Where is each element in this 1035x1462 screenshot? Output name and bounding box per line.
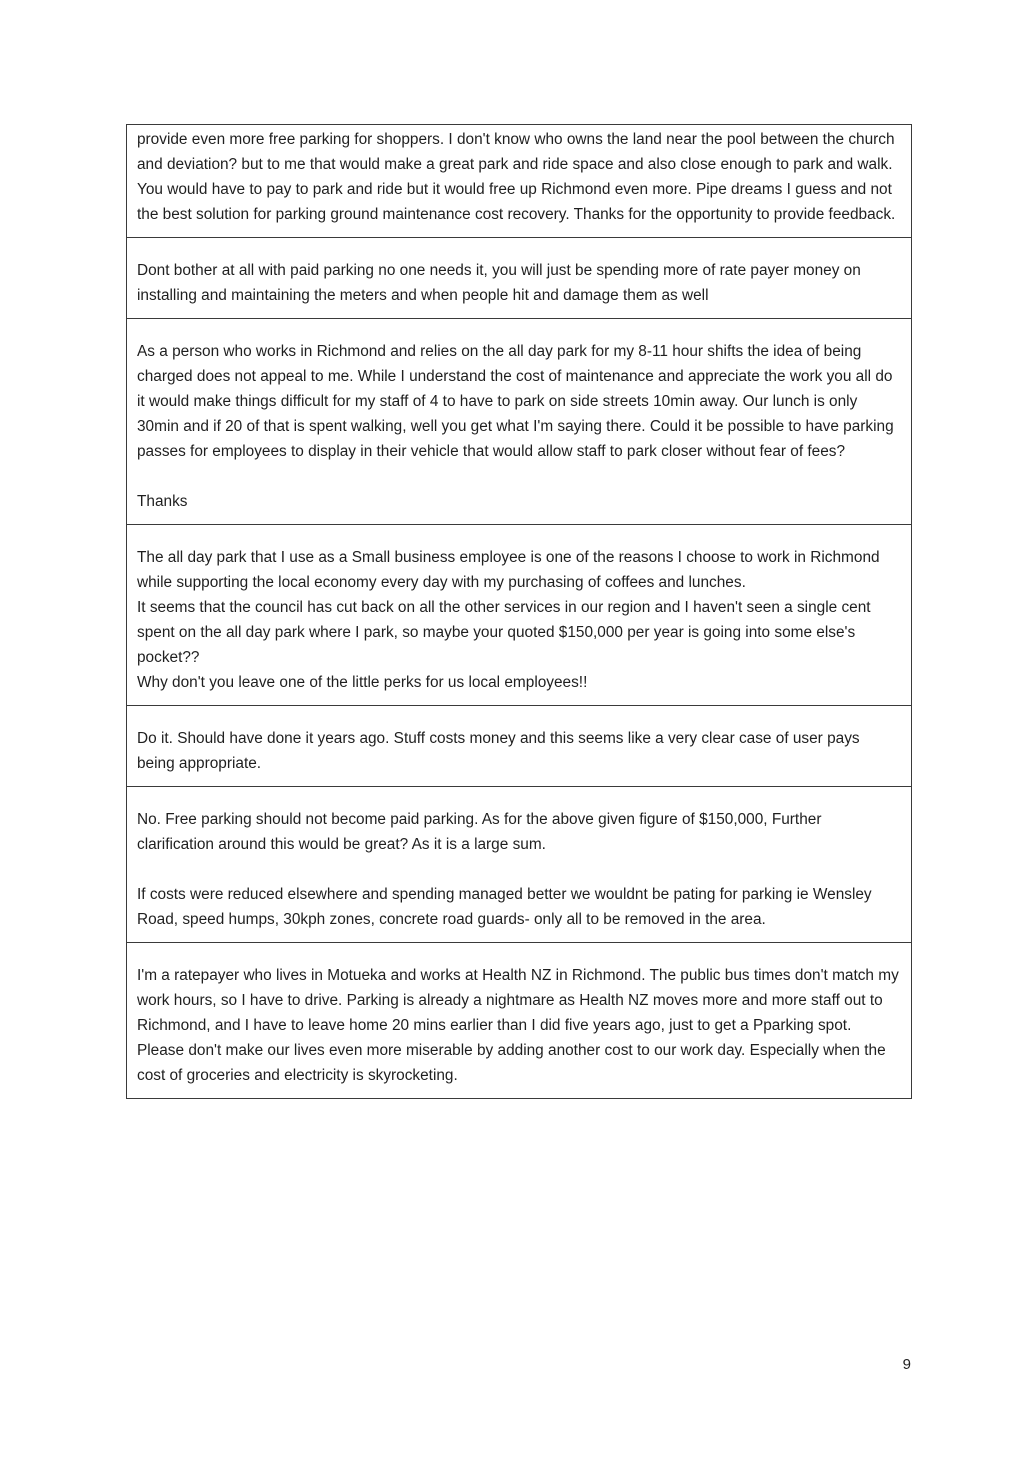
feedback-row (127, 125, 911, 237)
feedback-text: Dont bother at all with paid parking no one needs it, you will just be spending more of rate payer money on installing and maintaining the meters and when people hit and damage them as well (137, 262, 861, 304)
feedback-text: provide even more free parking for shoppers. I don't know who owns the land near the pool between the church and deviation? but to me that would make a great park and ride space and also close enough to park and walk. You would have to pay to park and ride but it would free up Richmond even more. Pipe dreams I guess and not the best solution for parking ground maintenance cost recovery. Thanks for the opportunity to provide feedback. (137, 131, 896, 223)
feedback-row (127, 705, 911, 786)
feedback-row (127, 524, 911, 705)
feedback-row (127, 786, 911, 942)
feedback-table (126, 124, 912, 1099)
feedback-row (127, 942, 911, 1098)
page-number: 9 (902, 1356, 911, 1373)
feedback-text: I'm a ratepayer who lives in Motueka and works at Health NZ in Richmond. The public bus times don't match my work hours, so I have to drive. Parking is already a nightmare as Health NZ moves more and more staff out to Richmond, and I have to leave home 20 mins earlier than I did five years ago, just to get a Pparking spot. Please don't make our lives even more miserable by adding another cost to our work day. Especially when the cost of groceries and electricity is skyrocketing. (137, 967, 899, 1084)
feedback-text: If costs were reduced elsewhere and spending managed better we wouldnt be pating for parking ie Wensley Road, speed humps, 30kph zones, concrete road guards- only all to be removed in the area. (137, 886, 872, 928)
feedback-text: Thanks (137, 493, 188, 510)
feedback-row (127, 318, 911, 524)
feedback-text: As a person who works in Richmond and relies on the all day park for my 8-11 hour shifts the idea of being charged does not appeal to me. While I understand the cost of maintenance and appreciate the work you all do it would make things difficult for my staff of 4 to have to park on side streets 10min away. Our lunch is only 30min and if 20 of that is spent walking, well you get what I'm saying there. Could it be possible to have parking passes for employees to display in their vehicle that would allow staff to park closer without fear of fees? (137, 343, 894, 460)
feedback-text: Do it. Should have done it years ago. Stuff costs money and this seems like a very clear case of user pays being appropriate. (137, 730, 860, 772)
feedback-text: The all day park that I use as a Small business employee is one of the reasons I choose to work in Richmond while supporting the local economy every day with my purchasing of coffees and lunches. It seems that the council has cut back on all the other services in our region and I haven't seen a single cent spent on the all day park where I park, so maybe your quoted $150,000 per year is going into some else's pocket?? Why don't you leave one of the little perks for us local employees!! (137, 549, 880, 691)
feedback-text: No. Free parking should not become paid parking. As for the above given figure of $150,000, Further clarification around this would be great? As it is a large sum. (137, 811, 822, 853)
feedback-row (127, 237, 911, 318)
